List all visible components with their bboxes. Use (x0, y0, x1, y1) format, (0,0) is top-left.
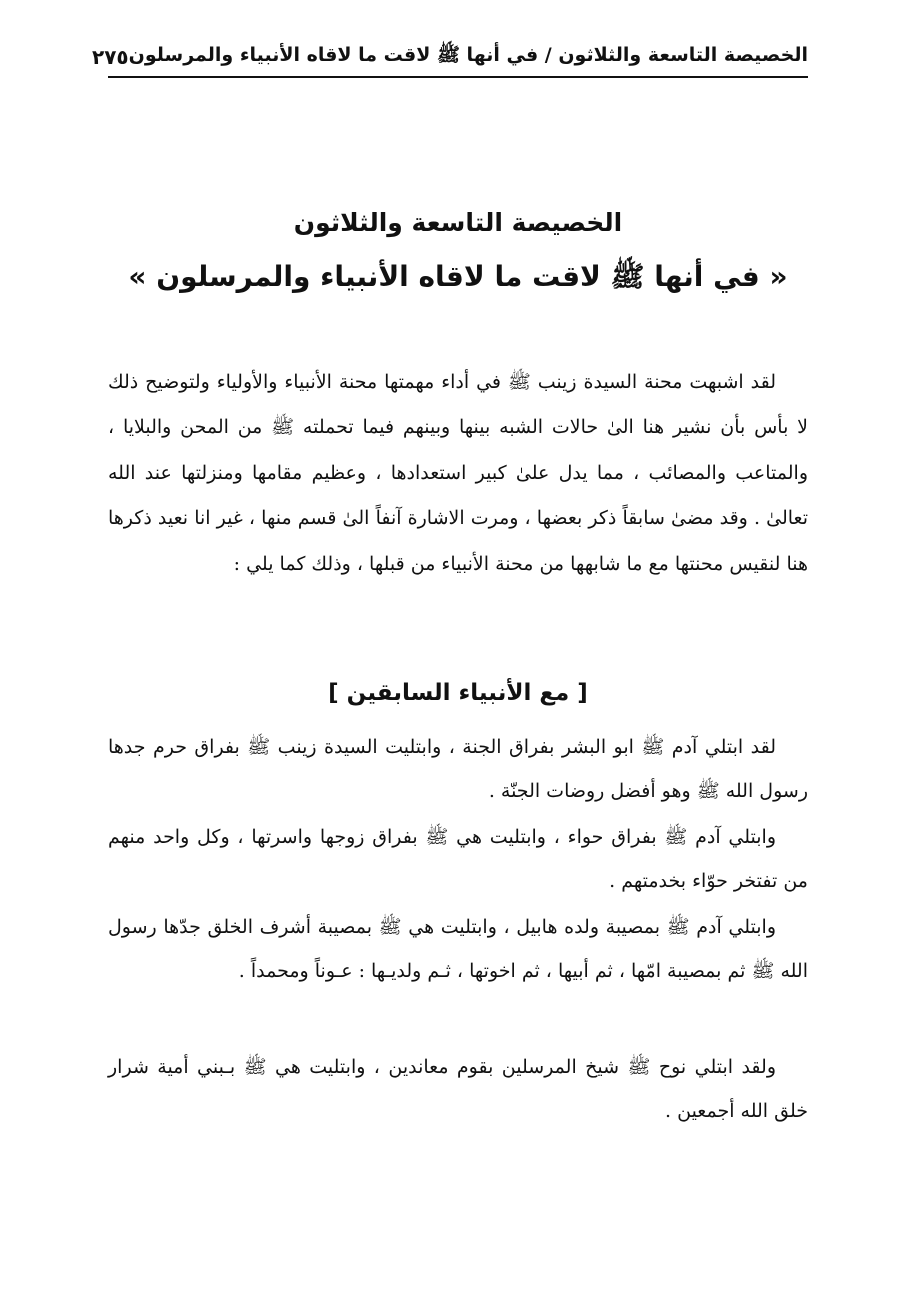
intro-paragraph: لقد اشبهت محنة السيدة زينب ﷺ في أداء مهمتها محنة الأنبياء والأولياء ولتوضيح ذلك لا بأس بأن نشير هنا الىٰ حالات الشبه بينها وبينهم فيما تحملته ﷺ من المحن والبلايا ، والمتاعب والمصائب ، مما يدل علىٰ كبير استعدادها ، وعظيم مقامها ومنزلتها عند الله تعالىٰ . وقد مضىٰ سابقاً ذكر بعضها ، ومرت الاشارة آنفاً الىٰ قسم منها ، غير انا نعيد ذكرها هنا لنقيس محنتها مع ما شابهها من محنة الأنبياء من قبلها ، وذلك كما يلي : (108, 371, 808, 575)
body-paragraph: وابتلي آدم ﷺ بمصيبة ولده هابيل ، وابتليت هي ﷺ بمصيبة أشرف الخلق جدّها رسول الله ﷺ ثم بمصيبة امّها ، ثم أبيها ، ثم اخوتها ، ثـم ولديـها : عـوناً ومحمداً . (108, 916, 808, 982)
chapter-title: الخصيصة التاسعة والثلاثون (293, 208, 623, 237)
running-title: الخصيصة التاسعة والثلاثون / في أنها ﷺ لاقت ما لاقاه الأنبياء والمرسلون (128, 44, 808, 66)
body-paragraph: لقد ابتلي آدم ﷺ ابو البشر بفراق الجنة ، وابتليت السيدة زينب ﷺ بفراق حرم جدها رسول الله ﷺ وهو أفضل روضات الجنّة . (108, 736, 808, 802)
section-heading: [ مع الأنبياء السابقين ] (328, 680, 588, 706)
body-paragraph: ولقد ابتلي نوح ﷺ شيخ المرسلين بقوم معاندين ، وابتليت هي ﷺ بـبني أمية شرار خلق الله أجمعين . (108, 1056, 808, 1122)
running-header (92, 38, 808, 78)
chapter-subtitle: « في أنها ﷺ لاقت ما لاقاه الأنبياء والمرسلون » (128, 260, 788, 293)
body-paragraph: وابتلي آدم ﷺ بفراق حواء ، وابتليت هي ﷺ بفراق زوجها واسرتها ، وكل واحد منهم من تفتخر حوّاء بخدمتهم . (108, 826, 808, 892)
page-number: ٢٧٥ (92, 45, 129, 69)
